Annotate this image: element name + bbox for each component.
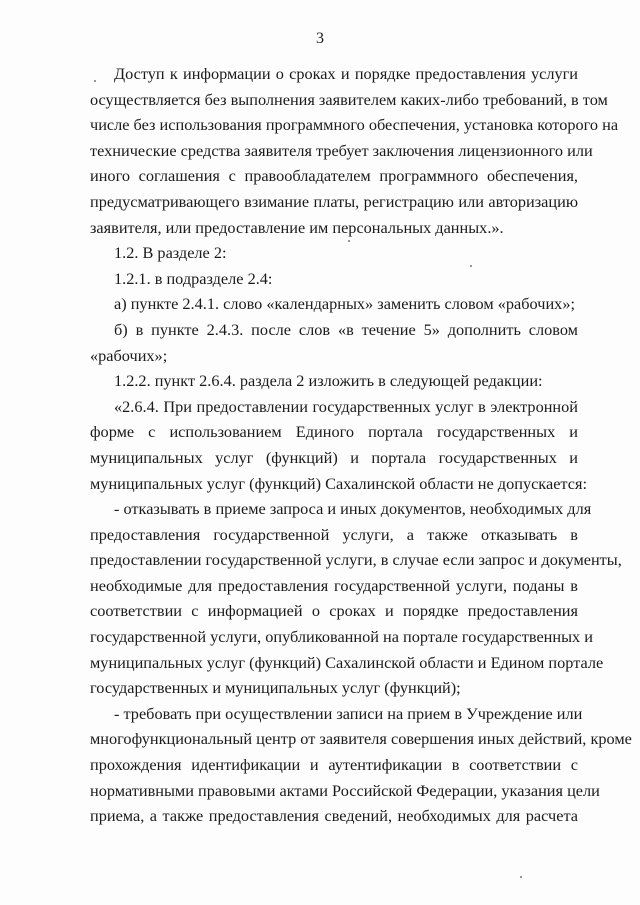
scan-speck — [520, 876, 522, 878]
text-line: «рабочих»; — [90, 345, 168, 365]
text-line: многофункциональный центр от заявителя совершения иных действий, кроме — [90, 729, 632, 749]
paragraph-item-a: а) пункте 2.4.1. слово «календарных» заменить словом «рабочих»; — [114, 294, 575, 314]
text-line: государственной услуги, опубликованной на портале государственных и — [90, 627, 593, 647]
text-line: предоставлении государственной услуги, в случае если запрос и документы, — [90, 550, 622, 570]
text-line: нормативными правовыми актами Российской Федерации, указания цели — [90, 780, 600, 800]
text-line: заявителя, или предоставление им персональных данных.». — [90, 217, 504, 237]
text-line: «2.6.4. При предоставлении государственных услуг в электронной — [114, 396, 578, 416]
paragraph-subsection-2-4: 1.2.1. в подразделе 2.4: — [114, 268, 273, 288]
text-line: необходимые для предоставления государственной услуги, поданы в — [90, 575, 578, 595]
text-line: форме с использованием Единого портала государственных и — [90, 422, 578, 442]
text-line: предусматривающего взимание платы, регистрацию или авторизацию — [90, 191, 578, 211]
text-line: - требовать при осуществлении записи на прием в Учреждение или — [114, 703, 583, 723]
text-line: предоставления государственной услуги, а также отказывать в — [90, 524, 578, 544]
document-body — [90, 61, 632, 829]
paragraph-access-info — [90, 61, 619, 240]
text-line: технические средства заявителя требует заключения лицензионного или — [90, 140, 593, 160]
text-line: прохождения идентификации и аутентификации в соответствии с — [90, 755, 578, 775]
paragraph-section-2: 1.2. В разделе 2: — [114, 243, 227, 263]
paragraph-refuse-request — [90, 496, 622, 701]
text-line: муниципальных услуг (функций) Сахалинской области и Едином портале — [90, 652, 604, 672]
paragraph-item-1-2-2: 1.2.2. пункт 2.6.4. раздела 2 изложить в следующей редакции: — [114, 371, 543, 391]
text-line: муниципальных услуг (функций) Сахалинской области не допускается: — [90, 473, 587, 493]
page-number: 3 — [316, 30, 324, 47]
text-line: иного соглашения с правообладателем программного обеспечения, — [90, 166, 578, 186]
text-line: приема, а также предоставления сведений, необходимых для расчета — [90, 806, 578, 826]
text-line: соответствии с информацией о сроках и порядке предоставления — [90, 601, 578, 621]
paragraph-2-6-4 — [90, 394, 587, 496]
paragraph-item-b — [90, 317, 578, 368]
scan-speck — [348, 240, 350, 242]
text-line: б) в пункте 2.4.3. после слов «в течение 5» дополнить словом — [114, 319, 578, 339]
text-line: числе без использования программного обеспечения, установка которого на — [90, 115, 619, 135]
text-line: государственных и муниципальных услуг (функций); — [90, 678, 461, 698]
scan-speck — [94, 80, 96, 82]
text-line: муниципальных услуг (функций) и портала государственных и — [90, 447, 578, 467]
text-line: Доступ к информации о сроках и порядке предоставления услуги — [114, 64, 578, 83]
text-line: - отказывать в приеме запроса и иных документов, необходимых для — [114, 499, 592, 519]
scan-speck — [470, 265, 472, 267]
paragraph-require-actions — [90, 701, 632, 829]
text-line: осуществляется без выполнения заявителем каких-либо требований, в том — [90, 89, 608, 109]
